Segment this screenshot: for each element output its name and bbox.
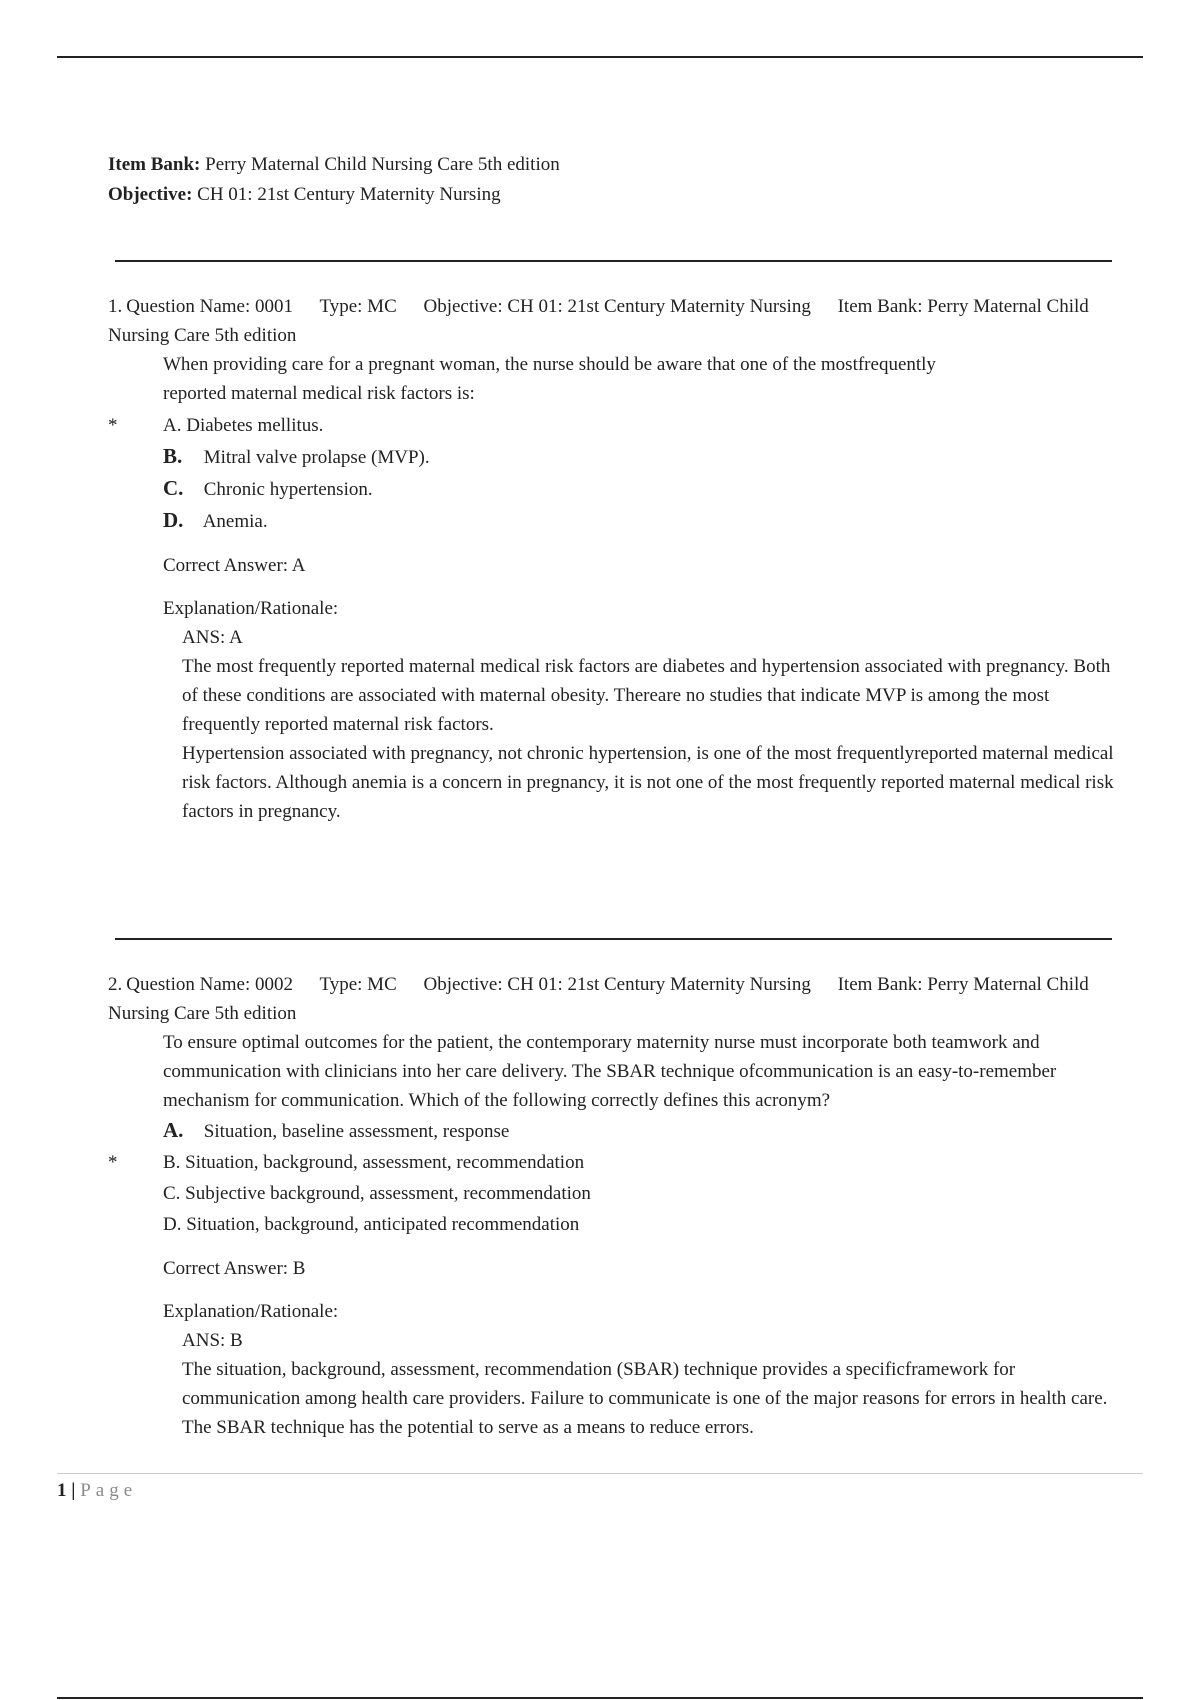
top-rule: [57, 56, 1143, 58]
rationale-paragraph: Hypertension associated with pregnancy, not chronic hypertension, is one of the most frequentlyreported maternal medical risk factors. Although anemia is a concern in pregnancy, it is not one of the most frequently reported maternal medical risk factors in pregnancy.: [182, 743, 1114, 822]
rationale-paragraph: The most frequently reported maternal medical risk factors are diabetes and hypertension associated with pregnancy. Both of these conditions are associated with maternal obesity. Thereare no studies that indicate MVP is among the most frequently reported maternal risk factors.: [182, 656, 1111, 735]
objective-line: [108, 180, 560, 210]
question-objective: Objective: CH 01: 21st Century Maternity Nursing: [423, 296, 811, 317]
question-item-bank: Item Bank: Perry Maternal Child Nursing Care 5th edition: [108, 974, 1089, 1024]
option-c: [163, 473, 1128, 505]
correct-answer: Correct Answer: B: [163, 1258, 306, 1279]
option-letter: D.: [163, 508, 184, 532]
correct-answer: Correct Answer: A: [163, 555, 306, 576]
question-type: Type: MC: [319, 974, 397, 995]
question-number-name: [108, 296, 293, 317]
option-text: A. Diabetes mellitus.: [163, 415, 324, 436]
item-bank-value: Perry Maternal Child Nursing Care 5th edition: [205, 154, 560, 175]
option-d: [163, 1209, 1128, 1240]
objective-label: Objective:: [108, 184, 193, 205]
item-bank-line: [108, 150, 560, 180]
correct-marker: *: [108, 1152, 118, 1173]
explanation-body: [182, 1326, 1128, 1442]
question-stem-line: reported maternal medical risk factors is:: [163, 383, 475, 404]
page-label: Page: [80, 1480, 138, 1501]
option-text: Chronic hypertension.: [203, 479, 373, 500]
option-text: C. Subjective background, assessment, recommendation: [163, 1183, 591, 1204]
page-footer: [57, 1473, 1143, 1502]
question-objective: Objective: CH 01: 21st Century Maternity Nursing: [423, 974, 811, 995]
question-meta: [108, 292, 1128, 350]
explanation-label: Explanation/Rationale:: [163, 598, 339, 619]
option-letter: B.: [163, 444, 183, 468]
question-number-name: [108, 974, 293, 995]
explanation-body: [182, 623, 1128, 826]
page-number: 1: [57, 1480, 67, 1501]
question-2: [108, 970, 1128, 1442]
option-text: Anemia.: [202, 511, 268, 532]
objective-value: CH 01: 21st Century Maternity Nursing: [197, 184, 501, 205]
option-b: [163, 441, 1128, 473]
ans-line: ANS: B: [182, 1330, 243, 1351]
question-number: 1.: [108, 296, 123, 317]
correct-marker: *: [108, 415, 118, 436]
question-name: Question Name: 0001: [126, 296, 294, 317]
question-type: Type: MC: [319, 296, 397, 317]
option-text: Mitral valve prolapse (MVP).: [203, 447, 430, 468]
option-letter: C.: [163, 476, 184, 500]
option-a: [108, 410, 1128, 441]
option-b: [108, 1147, 1128, 1178]
question-item-bank: Item Bank: Perry Maternal Child Nursing Care 5th edition: [108, 296, 1089, 346]
separator-rule: [115, 938, 1112, 940]
option-text: Situation, baseline assessment, response: [203, 1121, 510, 1142]
question-1: [108, 292, 1128, 826]
option-c: [163, 1178, 1128, 1209]
explanation-label: Explanation/Rationale:: [163, 1301, 339, 1322]
question-stem: To ensure optimal outcomes for the patient, the contemporary maternity nurse must incorporate both teamwork and communication with clinicians into her care delivery. The SBAR technique ofcommunication is an easy-to-remember mechanism for communication. Which of the following correctly defines this acronym?: [163, 1032, 1057, 1111]
page-separator: |: [71, 1480, 76, 1501]
option-d: [163, 505, 1128, 537]
question-stem-line: When providing care for a pregnant woman, the nurse should be aware that one of the mostfrequently: [163, 354, 936, 375]
bottom-rule: [57, 1697, 1143, 1699]
rationale-paragraph: The situation, background, assessment, recommendation (SBAR) technique provides a specificframework for communication among health care providers. Failure to communicate is one of the major reasons for errors in health care. The SBAR technique has the potential to serve as a means to reduce errors.: [182, 1359, 1108, 1438]
item-bank-label: Item Bank:: [108, 154, 201, 175]
separator-rule: [115, 260, 1112, 262]
document-header: [108, 150, 560, 210]
option-letter: A.: [163, 1118, 184, 1142]
option-text: B. Situation, background, assessment, recommendation: [163, 1152, 585, 1173]
question-stem: [163, 350, 1128, 408]
question-name: Question Name: 0002: [126, 974, 294, 995]
option-text: D. Situation, background, anticipated recommendation: [163, 1214, 580, 1235]
ans-line: ANS: A: [182, 627, 243, 648]
question-number: 2.: [108, 974, 123, 995]
option-a: [163, 1115, 1128, 1147]
question-meta: [108, 970, 1128, 1028]
